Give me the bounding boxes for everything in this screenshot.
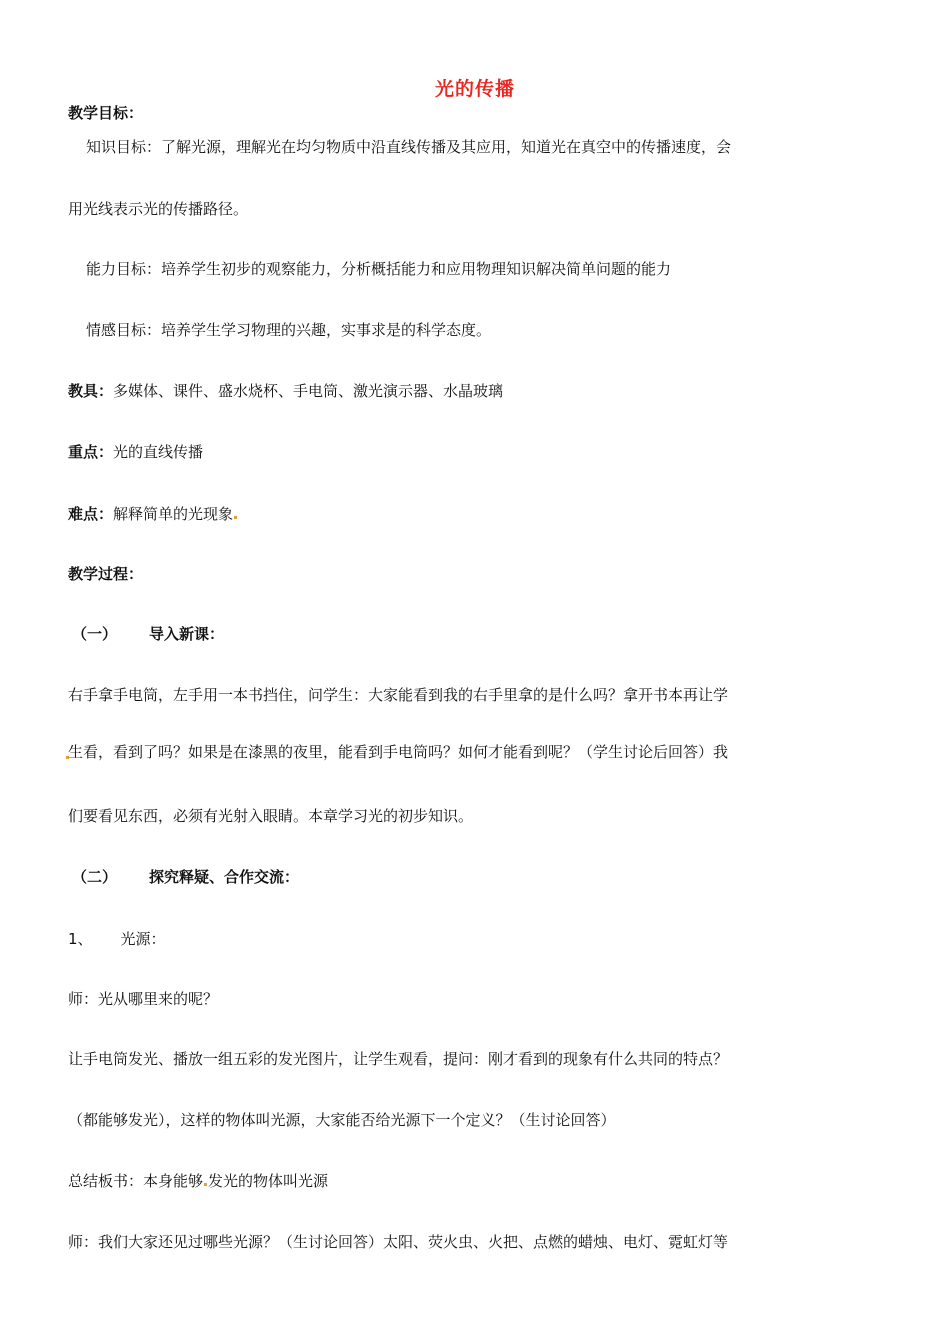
key-point-text: 光的直线传播 [113,443,204,461]
process-heading: 教学过程： [68,565,144,583]
ability-objective: 能力目标：培养学生初步的观察能力，分析概括能力和应用物理知识解决简单问题的能力 [86,260,672,278]
summary-part-a: 总结板书：本身能够 [68,1172,204,1190]
intro-line-1: 右手拿手电筒，左手用一本书挡住，问学生：大家能看到我的右手里拿的是什么吗？拿开书本再让学 [68,686,729,704]
key-point-line [68,441,203,463]
difficulty-line [68,503,238,525]
knowledge-objective-line-2: 用光线表示光的传播路径。 [68,200,249,218]
tools-text: 多媒体、课件、盛水烧杯、手电筒、激光演示器、水晶玻璃 [113,382,504,400]
document-title: 光的传播 [434,78,515,100]
demo-line-1: 让手电筒发光、播放一组五彩的发光图片，让学生观看，提问：刚才看到的现象有什么共同的特点？ [68,1050,729,1068]
section-1-number: （一） [72,625,118,643]
intro-line-3: 们要看见东西，必须有光射入眼睛。本章学习光的初步知识。 [68,807,474,825]
tools-line [68,380,503,402]
knowledge-objective-line-1: 知识目标：了解光源，理解光在均匀物质中沿直线传播及其应用，知道光在真空中的传播速度，会 [86,138,732,156]
difficulty-label: 难点： [68,505,114,523]
item-1-number: 1、 [68,930,93,948]
section-2-number: （二） [72,868,118,886]
difficulty-text: 解释简单的光现象 [113,505,234,523]
teacher-question-2: 师：我们大家还见过哪些光源？（生讨论回答）太阳、荧火虫、火把、点燃的蜡烛、电灯、霓虹灯等 [68,1233,729,1251]
edit-mark [234,516,237,519]
key-point-label: 重点： [68,443,114,461]
summary-line [68,1170,328,1192]
intro-line-2: 生看，看到了吗？如果是在漆黑的夜里，能看到手电筒吗？如何才能看到呢？（学生讨论后回答）我 [68,743,729,761]
teacher-question-1: 师：光从哪里来的呢？ [68,990,219,1008]
edit-mark [204,1183,207,1186]
section-1-heading [72,623,224,645]
tools-label: 教具： [68,382,114,400]
item-1-heading [68,928,166,950]
objectives-heading: 教学目标： [68,104,144,122]
emotion-objective: 情感目标：培养学生学习物理的兴趣，实事求是的科学态度。 [86,321,492,339]
item-1-title: 光源： [120,930,166,948]
section-2-heading [72,866,299,888]
demo-line-2: （都能够发光），这样的物体叫光源，大家能否给光源下一个定义？（生讨论回答） [68,1111,616,1129]
section-1-title: 导入新课： [149,625,225,643]
summary-part-b: 发光的物体叫光源 [208,1172,329,1190]
section-2-title: 探究释疑、合作交流： [149,868,300,886]
